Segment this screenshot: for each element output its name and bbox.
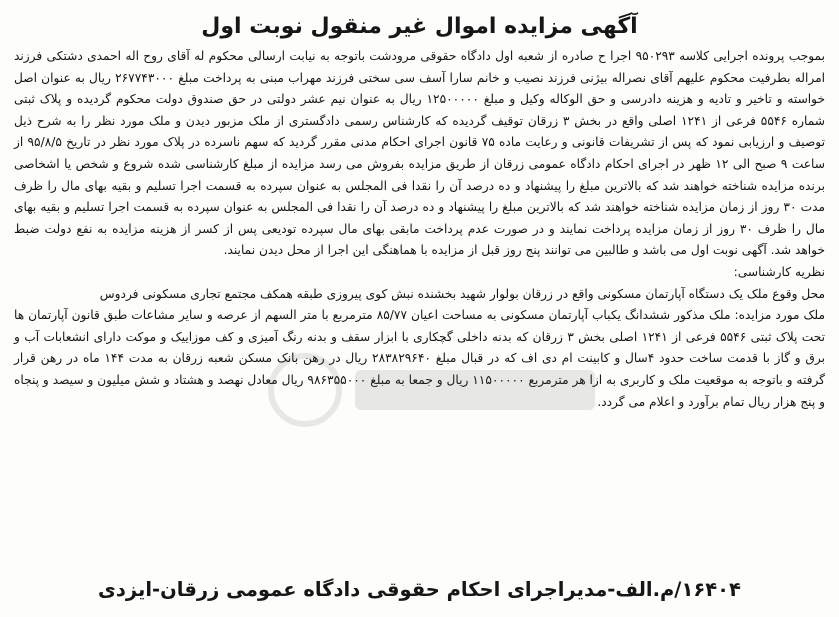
notice-paragraph-location: محل وقوع ملک یک دستگاه آپارتمان مسکونی واقع در زرقان بولوار شهید بخشنده نبش کوی پیروزی طبقه همکف مجتمع تجاری مسکونی فردوس [99,286,825,301]
notice-signature: ۱۶۴۰۴/م.الف-مدیراجرای احکام حقوقی دادگاه عمومی زرقان-ایزدی [98,578,741,601]
notice-paragraph-main: بموجب پرونده اجرایی کلاسه ۹۵۰۲۹۳ اجرا ح صادره از شعبه اول دادگاه حقوقی مرودشت باتوجه به نیابت ارسالی محکوم له آقای روح اله احمدی دشتکی فرزند امراله بطرفیت محکوم علیهم آقای نصراله بیژنی فرزند نصیب و خانم سارا آسف سی سختی فرزند مهراب مبنی به پرداخت مبلغ ۲۶۷۷۴۳۰۰۰ ریال به عنوان اصل خواسته و تاخیر و تادیه و هزینه دادرسی و حق الوکاله وکیل و مبلغ ۱۲۵۰۰۰۰۰ ریال به عنوان نیم عشر دولتی در حق صندوق دولت محکوم گردیده و پلاک ثبتی شماره ۵۵۴۶ فرعی از ۱۲۴۱ اصلی واقع در بخش ۳ زرقان توقیف گردیده که کارشناس رسمی دادگستری از ملک مزبور دیدن و ملک مورد نظر را به شرح ذیل توصیف و ارزیابی نمود که پس از تشریفات قانونی و رعایت ماده ۷۵ قانون اجرای احکام مدنی مقرر گردید که سهم ناسرده در پلاک مورد نظر در تاریخ ۹۵/۸/۵ از ساعت ۹ صبح الی ۱۲ ظهر در اجرای احکام دادگاه عمومی زرقان از طریق مزایده بفروش می رسد مزایده از مبلغ کارشناسی شده شروع و شخص یا اشخاصی برنده مزایده شناخته خواهند شد که بالاترین مبلغ را پیشنهاد و ده درصد آن را نقدا فی المجلس به عنوان سپرده به قسمت اجرا تسلیم و بقیه بهای مال را ظرف مدت ۳۰ روز از زمان مزایده شناخته خواهند شد که بالاترین مبلغ را پیشنهاد و ده درصد آن را نقدا فی المجلس به عنوان سپرده به قسمت اجرا تسلیم و بقیه بهای مال را ظرف ۳۰ روز از زمان مزایده پرداخت نمایند و در صورت عدم پرداخت مابقی بهای مال سپرده تودیعی پس از کسر از هزینه مزایده به نفع دولت ضبط خواهد شد. آگهی نوبت اول می باشد و طالبین می توانند پنج روز قبل از مزایده با هماهنگی این اجرا از محل دیدن نمایند. [14,49,826,258]
notice-paragraph-property: ملک مورد مزایده: ملک مذکور ششدانگ یکباب آپارتمان مسکونی به مساحت اعیان ۸۵/۷۷ مترمربع با متر السهم از عرصه و سایر مشاعات طبق قانون آپارتمان ها تحت پلاک ثبتی ۵۵۴۶ فرعی از ۱۲۴۱ اصلی بخش ۳ زرقان که بدنه داخلی گچکاری با ابزار سقف و بدنه رنگ آمیزی و کف موزاییک و موکت دارای انشعابات آب و برق و گاز با قدمت ساخت حدود ۴سال و کابینت ام دی اف که در قبال مبلغ ۲۸۳۸۲۹۶۴۰ ریال در رهن بانک مسکن شعبه زرقان به مدت ۱۴۴ ماه در رهن قرار گرفته و باتوجه به موقعیت ملک و کاربری به ازا هر مترمربع ۱۱۵۰۰۰۰۰ ریال و جمعا به مبلغ ۹۸۶۳۵۵۰۰۰ ریال معادل نهصد و هشتاد و شش میلیون و سیصد و پنجاه و پنج هزار ریال تمام برآورد و اعلام می گردد. [14,308,825,409]
notice-body [14,46,825,413]
notice-paragraph-expert-heading: نظریه کارشناسی: [733,264,825,279]
notice-title: آگهی مزایده اموال غیر منقول نوبت اول [201,14,638,39]
